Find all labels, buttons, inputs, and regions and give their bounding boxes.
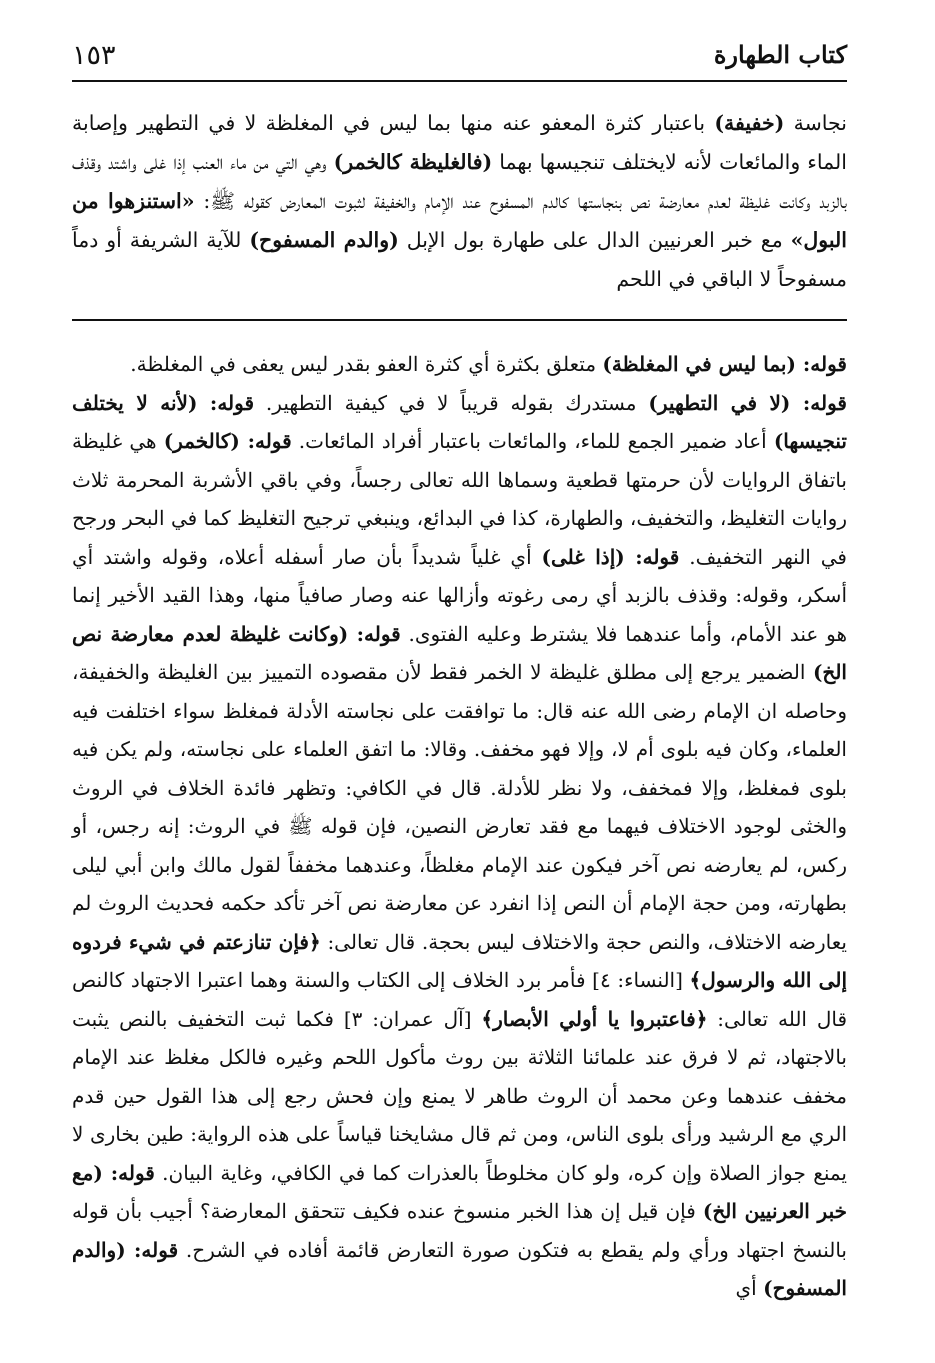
commentary-run: أعاد ضمير الجمع للماء، والمائعات باعتبار أفراد المائعات. <box>291 429 774 453</box>
commentary-run: أي <box>735 1276 764 1300</box>
commentary-run: الضمير يرجع إلى مطلق غليظة لا الخمر فقط لأن مقصوده التمييز بين الغليظة والخفيفة، وحاصله ان الإمام رضى الله عنه قال: ما توافقت على نجاسته الأدلة فمغلظ سواء اختلفت فيه العلماء، وكان فيه بلوى أم لا، وإلا فهو مخفف. وقالا: ما اتفق العلماء على نجاسته، ولم يكن فيه بلوى فمغلظ، وإلا فمخفف، ولا نظر للأدلة. قال في الكافي: وتظهر فائدة الخلاف في الروث والخثى لوجود الاختلاف فيهما مع فقد تعارض النصين، فإن قوله ﷺ في الروث: إنه رجس، أو ركس، لم يعارضه نص آخر فيكون عند الإمام مغلظاً، وعندهما مخففاً لقول مالك وابن أبي ليلى بطهارته، ومن حجة الإمام أن النص إذا انفرد عن معارضة نص آخر تأكد حكمه فحديث الروث لم يعارضه الاختلاف، والنص حجة والاختلاف ليس بحجة. قال تعالى: <box>72 660 847 954</box>
commentary-bold-run: ﴿فاعتبروا يا أولي الأبصار﴾ <box>481 1006 708 1031</box>
commentary-bold-run: (إذا غلى) <box>541 544 625 569</box>
commentary-bold-run: قوله: <box>197 390 255 415</box>
page-number: ١٥٣ <box>72 40 116 71</box>
main-text-run: نجاسة <box>784 111 847 135</box>
main-text-block <box>72 104 847 299</box>
commentary-bold-run: قوله: <box>795 352 847 376</box>
main-text-run: وهي التي من ماء العنب إذا غلى واشتد وقذف بالزبد وكانت غليظة لعدم معارضة نص بنجاستها كالدم المسفوح عند الإمام والخفيفة لثبوت المعارض كقوله ﷺ: <box>72 150 848 213</box>
page-header <box>72 36 847 82</box>
commentary-bold-run: قوله: <box>348 621 401 646</box>
commentary-bold-run: قوله: <box>239 429 292 453</box>
commentary-bold-run: قوله: <box>102 1160 155 1185</box>
running-title: كتاب الطهارة <box>713 40 847 69</box>
commentary-run: هي غليظة باتفاق الروايات لأن حرمتها قطعية وسماها الله تعالى رجساً، وفي باقي الأشربة المحرمة ثلاث روايات التغليظ، والتخفيف، والطهارة، كذا في البدائع، وينبغي ترجيح التغليظ كما في البحر ورجح في النهر التخفيف. <box>72 429 847 569</box>
main-text-run: مع خبر العرنيين الدال على طهارة بول الإبل <box>398 228 791 252</box>
commentary-bold-run: (كالخمر) <box>163 429 240 453</box>
commentary-bold-run: (بما ليس في المغلظة) <box>602 352 796 376</box>
commentary-bold-run: قوله: <box>790 390 847 415</box>
main-text-bold-run: (خفيفة) <box>714 111 785 135</box>
commentary-paragraph <box>72 384 847 1308</box>
commentary-bold-run: (والدم المسفوح) <box>72 1237 847 1300</box>
commentary-run: [النساء: ٤] فأمر برد الخلاف إلى الكتاب والسنة وهما اعتبرا الاجتهاد كالنص قال الله تعالى: <box>72 968 848 1031</box>
commentary-paragraph <box>72 345 847 384</box>
commentary-bold-run: قوله: <box>624 544 680 569</box>
commentary-run: [آل عمران: ٣] فكما ثبت التخفيف بالنص يثبت بالاجتهاد، ثم لا فرق عند علمائنا الثلاثة بين روث مأكول اللحم وغيره فالكل مغلظ عند الإمام مخفف عندهما وعن محمد أن الروث طاهر لا يمنع وإن فحش رجع إلى هذا القول حين قدم الري مع الرشيد ورأى بلوى الناس، ومن ثم قال مشايخنا قياساً على هذه الرواية: طين بخارى لا يمنع جواز الصلاة وإن كره، ولو كان مخلوطاً بالعذرات كما في الكافي، وغاية البيان. <box>72 1006 848 1185</box>
commentary-bold-run: ﴿فإن تنازعتم في شيء فردوه إلى الله والرسول﴾ <box>72 929 847 992</box>
text-divider <box>72 319 847 321</box>
commentary-bold-run: قوله: <box>125 1237 179 1262</box>
commentary-run: مستدرك بقوله قريباً لا في كيفية التطهير. <box>254 390 649 415</box>
commentary-run: متعلق بكثرة أي كثرة العفو بقدر ليس يعفى في المغلظة. <box>130 352 603 376</box>
commentary-bold-run: (مع خبر العرنيين الخ) <box>72 1160 847 1223</box>
commentary-bold-run: (لا في التطهير) <box>648 390 791 415</box>
commentary-bold-run: (وكانت غليظة لعدم معارضة نص الخ) <box>72 621 847 684</box>
main-text-bold-run: (فالغليظة كالخمر) <box>333 150 493 174</box>
main-text-run: للآية الشريفة أو دماً مسفوحاً لا الباقي في اللحم <box>72 228 847 291</box>
main-text-bold-run: «استنزهوا من البول» <box>72 189 847 252</box>
commentary-run: أي غلياً شديداً بأن صار أسفله أعلاه، وقوله واشتد أي أسكر، وقوله: وقذف بالزبد أي رمى رغوته وأزالها عنه وصار صافياً منها، وهذا القيد الأخير إنما هو عند الأمام، وأما عندهما فلا يشترط وعليه الفتوى. <box>72 544 847 646</box>
commentary-block <box>72 345 847 1308</box>
commentary-run: فإن قيل إن هذا الخبر منسوخ عنده فكيف تتحقق المعارضة؟ أجيب بأن قوله بالنسخ اجتهاد ورأي ولم يقطع به فتكون صورة التعارض قائمة أفاده في الشرح. <box>72 1199 847 1262</box>
main-text-bold-run: (والدم المسفوح) <box>249 228 399 252</box>
commentary-bold-run: (لأنه لا يختلف تنجيسها) <box>72 390 847 453</box>
main-text-run: باعتبار كثرة المعفو عنه منها بما ليس في المغلظة لا في التطهير وإصابة الماء والمائعات لأنه لايختلف تنجيسها بهما <box>72 111 847 174</box>
